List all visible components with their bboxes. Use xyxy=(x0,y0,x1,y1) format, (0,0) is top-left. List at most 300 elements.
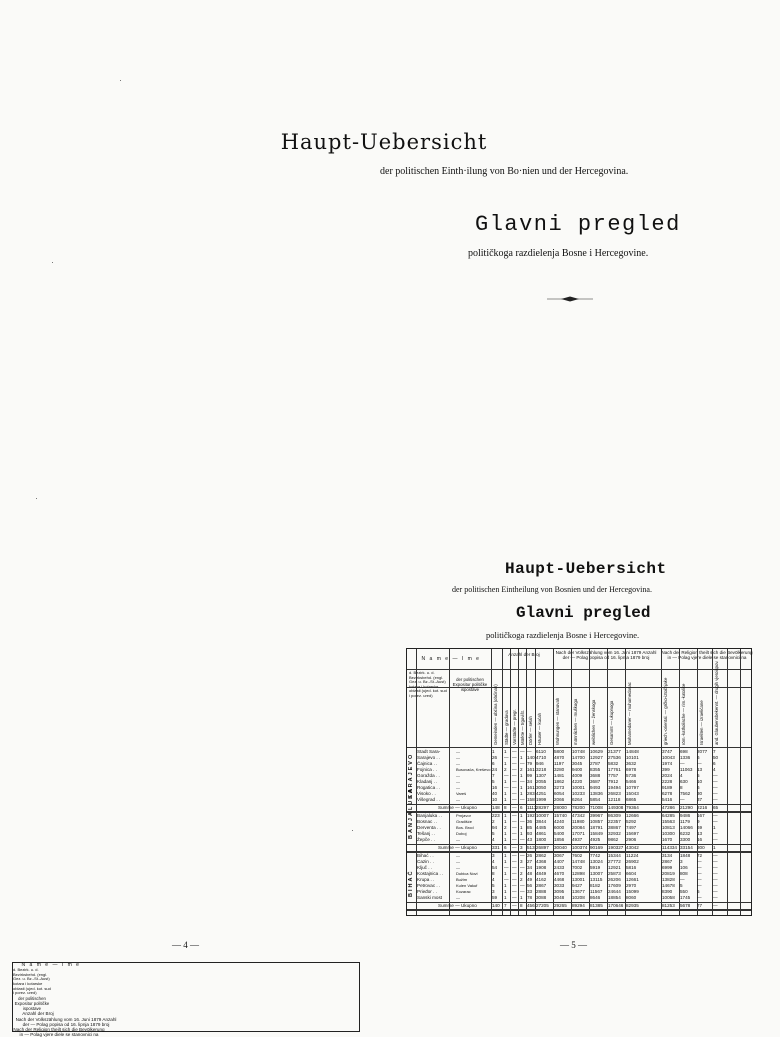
row-value: 12921 xyxy=(608,865,621,870)
row-value: 167 xyxy=(697,813,705,818)
row-value: 26823 xyxy=(608,791,621,796)
sum-value: 6 xyxy=(520,804,523,810)
row-value: 7742 xyxy=(590,853,601,858)
row-value: — xyxy=(520,761,525,766)
row-value: 5 xyxy=(492,883,495,888)
row-value: 550 xyxy=(680,889,688,894)
row-value: 1 xyxy=(520,813,523,818)
column-subheader: Häuser — kućah xyxy=(537,712,542,745)
row-expositur: — xyxy=(456,895,460,900)
row-value: 13024 xyxy=(590,859,603,864)
row-district: Bihać . . xyxy=(417,853,434,858)
table-row xyxy=(416,813,749,818)
row-value: — xyxy=(512,853,517,858)
table-row xyxy=(416,877,749,882)
row-value: 93 xyxy=(527,831,533,836)
row-value: 6999 xyxy=(662,865,673,870)
row-value: 946 xyxy=(536,761,544,766)
row-value: 26 xyxy=(492,755,498,760)
row-value: 5 xyxy=(680,883,683,888)
row-value: — xyxy=(713,837,718,842)
row-value: 698 xyxy=(680,749,688,754)
row-value: 5800 xyxy=(554,749,565,754)
sum-value: 2216 xyxy=(697,804,708,810)
row-value: 26 xyxy=(527,853,533,858)
row-value: — xyxy=(520,865,525,870)
row-value: — xyxy=(713,797,718,802)
row-value: 9486 xyxy=(680,813,691,818)
row-expositur: — xyxy=(456,785,460,790)
row-district: Cazin . . xyxy=(417,859,434,864)
row-value: 12898 xyxy=(572,871,585,876)
sum-value: 43042 xyxy=(626,844,639,850)
region-label: BIHAĆ xyxy=(408,869,414,897)
row-value: — xyxy=(697,877,702,882)
row-value: — xyxy=(713,853,718,858)
row-value: 24644 xyxy=(608,889,621,894)
row-value: 11063 xyxy=(680,767,693,772)
sum-row xyxy=(416,805,749,810)
row-value: 48 xyxy=(527,871,533,876)
row-value: 32932 xyxy=(608,831,621,836)
table-row xyxy=(416,889,749,894)
row-expositur: Doboj xyxy=(456,831,467,836)
row-value: 59 xyxy=(492,895,498,900)
row-value: 4925 xyxy=(590,837,601,842)
row-value: 24 xyxy=(492,767,498,772)
row-value: 7757 xyxy=(608,773,619,778)
row-value: 10208 xyxy=(572,895,585,900)
column-subheader: Wohnungen — stanovah xyxy=(555,697,560,745)
row-value: 14700 xyxy=(572,755,585,760)
row-value: 1 xyxy=(520,785,523,790)
sum-value: 7 xyxy=(504,902,507,908)
row-value: 13007 xyxy=(590,871,603,876)
row-value: 10748 xyxy=(572,749,585,754)
row-value: 56 xyxy=(527,883,533,888)
table-row xyxy=(416,871,749,876)
row-value: 3050 xyxy=(536,785,547,790)
row-value: 10 xyxy=(697,779,703,784)
row-district: Žepče . . xyxy=(417,837,435,842)
sum-value: 8 xyxy=(504,804,507,810)
row-value: 16 xyxy=(697,837,703,842)
row-value: 13828 xyxy=(662,877,675,882)
row-value: 4 xyxy=(680,773,683,778)
row-value: 5400 xyxy=(554,831,565,836)
row-value: 1800 xyxy=(536,837,547,842)
row-value: 4870 xyxy=(554,755,565,760)
row-value: 86309 xyxy=(608,813,621,818)
row-district: Stadt Sara- xyxy=(417,749,441,754)
sum-value: 30040 xyxy=(554,844,567,850)
row-value: 4485 xyxy=(536,825,547,830)
row-value: 1 xyxy=(520,773,523,778)
lower-subtitle-de: der politischen Eintheilung von Bosnien und der Hercegovina. xyxy=(452,585,652,594)
row-value: 161 xyxy=(527,785,535,790)
row-value: 1908 xyxy=(536,865,547,870)
row-value: 10101 xyxy=(626,755,639,760)
table-row xyxy=(416,883,749,888)
upper-subtitle-bs: političkoga razdielenja Bosne i Hercegovine. xyxy=(468,248,649,259)
row-value: 40 xyxy=(492,791,498,796)
row-value: 6 xyxy=(697,755,700,760)
row-value: 2 xyxy=(520,767,523,772)
row-value: — xyxy=(512,865,517,870)
sum-value: 89294 xyxy=(572,902,585,908)
sum-value: 456 xyxy=(527,902,535,908)
row-value: 6 xyxy=(697,785,700,790)
row-value: 14848 xyxy=(626,749,639,754)
table-row xyxy=(416,837,749,842)
row-value: 6110 xyxy=(536,749,546,754)
sum-value: 29265 xyxy=(554,902,567,908)
table-row xyxy=(416,761,749,766)
row-value: 4162 xyxy=(536,877,547,882)
row-district: Tešanj . . xyxy=(417,831,436,836)
sum-value: 26897 xyxy=(536,844,549,850)
column-subheader: Mohamedaner — muhamedanac xyxy=(627,682,632,745)
row-value: 18854 xyxy=(608,895,621,900)
row-value: 140 xyxy=(527,755,535,760)
row-value: 3134 xyxy=(662,853,673,858)
row-value: 2 xyxy=(492,819,495,824)
row-value: 7 xyxy=(492,773,495,778)
row-value: — xyxy=(527,749,532,754)
sum-value: — xyxy=(713,902,718,908)
table-row xyxy=(416,779,749,784)
row-district: Derventa . . xyxy=(417,825,441,830)
row-value: 20819 xyxy=(662,871,675,876)
sum-value: 21290 xyxy=(680,804,693,810)
row-value: 27772 xyxy=(608,859,621,864)
row-value: 11980 xyxy=(572,819,585,824)
row-expositur: Busovača, Kreševo xyxy=(456,767,491,772)
row-value: 10813 xyxy=(662,825,675,830)
row-value: 1862 xyxy=(554,779,565,784)
sum-value: 148 xyxy=(492,804,500,810)
row-district: Rogatica . . xyxy=(417,785,441,790)
row-value: — xyxy=(512,761,517,766)
row-value: 2433 xyxy=(554,865,565,870)
row-value: 3687 xyxy=(590,779,601,784)
row-value: 5 xyxy=(697,889,700,894)
expositur-header-left: der politischen Expositur političke ispostave xyxy=(14,995,50,1012)
row-value: 6264 xyxy=(572,797,583,802)
row-expositur: — xyxy=(456,797,460,802)
row-value: — xyxy=(512,837,517,842)
table-row xyxy=(416,865,749,870)
table-row xyxy=(416,773,749,778)
upper-title: Haupt-Uebersicht xyxy=(280,130,488,154)
row-value: 13 xyxy=(697,831,703,836)
sum-value: 300 xyxy=(697,844,705,850)
sum-value: 8 xyxy=(520,902,523,908)
region-label: SARAJEVO xyxy=(408,752,414,799)
row-district: Goražda . . xyxy=(417,773,440,778)
row-district: Krupa . . xyxy=(417,877,435,882)
row-value: 15043 xyxy=(626,791,639,796)
row-value: 1670 xyxy=(662,837,673,842)
row-value: 12666 xyxy=(626,813,639,818)
row-value: 26206 xyxy=(608,877,621,882)
row-value: 4220 xyxy=(572,779,583,784)
table-row xyxy=(416,791,749,796)
page-number-right: — 5 — xyxy=(560,940,587,950)
row-value: — xyxy=(512,831,517,836)
row-value: — xyxy=(713,871,718,876)
row-value: 6865 xyxy=(626,797,637,802)
district-header-left: d. Bezirk. u. d. Bezirksbehd. (engl. Gez. u. Bz.-St.-Aust) kotara i kotarske oblasti (ujed. kot. sud i porez. ured) xyxy=(13,967,51,996)
table-name-header: N a m e — I m e xyxy=(421,656,481,662)
row-value: — xyxy=(512,767,517,772)
row-value: 64285 xyxy=(662,813,675,818)
row-expositur: — xyxy=(456,773,460,778)
row-value: 33 xyxy=(527,889,533,894)
row-value: 158 xyxy=(527,797,535,802)
row-value: 5466 xyxy=(626,779,637,784)
row-value: 5832 xyxy=(608,761,619,766)
row-value: 4368 xyxy=(536,859,547,864)
header-rule xyxy=(407,669,751,670)
row-value: 1 xyxy=(504,761,507,766)
row-value: 50 xyxy=(713,755,719,760)
sum-label: Summe — Ukupno xyxy=(438,844,477,850)
row-value: 72 xyxy=(697,853,703,858)
row-value: — xyxy=(713,877,718,882)
row-value: 1 xyxy=(504,853,507,858)
row-value: 1745 xyxy=(680,895,691,900)
row-value: — xyxy=(713,773,718,778)
row-expositur: Dubica Novi xyxy=(456,871,478,876)
row-value: 3218 xyxy=(536,767,547,772)
sum-value: 79364 xyxy=(626,804,639,810)
row-value: 8355 xyxy=(590,767,601,772)
row-value: — xyxy=(512,813,517,818)
sum-value: — xyxy=(512,902,517,908)
row-value: 1 xyxy=(504,871,507,876)
row-value: 3045 xyxy=(572,761,583,766)
row-value: — xyxy=(680,797,685,802)
row-value: — xyxy=(512,883,517,888)
row-value: 1197 xyxy=(554,761,564,766)
row-value: 7497 xyxy=(626,825,637,830)
row-value: 11224 xyxy=(626,853,639,858)
sum-value: 71008 xyxy=(590,804,603,810)
row-value: 6978 xyxy=(626,767,637,772)
row-value: 106 xyxy=(680,865,688,870)
row-value: 4937 xyxy=(572,837,583,842)
row-value: — xyxy=(512,749,517,754)
row-district: Ključ . . xyxy=(417,865,433,870)
row-value: 36 xyxy=(527,819,533,824)
sum-value: 170646 xyxy=(608,902,624,908)
row-value: 1 xyxy=(520,895,523,900)
row-value: 10300 xyxy=(662,831,675,836)
row-value: 17609 xyxy=(608,883,621,888)
row-value: 5919 xyxy=(590,865,601,870)
row-value: 5416 xyxy=(662,797,673,802)
row-district: Sarajevo . . xyxy=(417,755,441,760)
row-value: 2055 xyxy=(536,779,547,784)
row-value: 1 xyxy=(504,831,507,836)
sum-value: 27205 xyxy=(536,902,549,908)
scan-speck xyxy=(352,830,353,831)
row-value: 1 xyxy=(504,797,507,802)
row-value: 10857 xyxy=(590,819,603,824)
row-value: — xyxy=(680,761,685,766)
row-value: 39967 xyxy=(590,813,603,818)
row-value: — xyxy=(512,859,517,864)
row-value: 399 xyxy=(662,767,670,772)
row-value: — xyxy=(512,889,517,894)
row-value: 2 xyxy=(520,877,523,882)
column-subheader: Vorstädte — pregr. xyxy=(512,709,517,745)
row-value: 37 xyxy=(697,797,703,802)
row-value: 94 xyxy=(492,825,498,830)
row-value: 4 xyxy=(492,837,495,842)
row-value: 2024 xyxy=(662,773,673,778)
column-subheader: Städte — gradova xyxy=(504,710,509,745)
row-value: — xyxy=(697,895,702,900)
row-value: — xyxy=(520,819,525,824)
row-expositur: — xyxy=(456,859,460,864)
row-value: 43 xyxy=(527,837,533,842)
sum-value: 77 xyxy=(697,902,703,908)
row-value: 1307 xyxy=(536,773,547,778)
row-value: — xyxy=(697,883,702,888)
row-value: 1 xyxy=(520,831,523,836)
row-expositur: Kulen Vakuf xyxy=(456,883,478,888)
sum-value: 28000 xyxy=(554,804,567,810)
row-value: 2077 xyxy=(697,749,708,754)
row-value: 3033 xyxy=(554,883,565,888)
row-district: Petrovac . . xyxy=(417,883,441,888)
table-row xyxy=(416,831,749,836)
row-value: 2228 xyxy=(662,779,673,784)
row-expositur: Bužim xyxy=(456,877,468,882)
row-value: 20084 xyxy=(572,825,585,830)
row-value: 14748 xyxy=(572,859,585,864)
row-value: 5854 xyxy=(590,797,601,802)
row-value: 9862 xyxy=(608,837,619,842)
district-header: d. Bezirk. u. d. Bezirksbehd. (engl. Gez. u. Bz.-St.-Aust) kotara i kotarske oblasti (ujed. kot. sud i porez. ured) xyxy=(409,670,447,698)
row-value: 8390 xyxy=(662,889,673,894)
sum-value: 65 xyxy=(713,804,719,810)
header-rule xyxy=(407,687,751,688)
row-value: 2867 xyxy=(536,883,547,888)
row-value: 47342 xyxy=(572,813,585,818)
table-row xyxy=(416,853,749,858)
column-subheader: Gesammt — ukupnoga xyxy=(609,700,614,745)
row-value: — xyxy=(504,785,509,790)
row-value: 4861 xyxy=(536,831,547,836)
row-value: 1 xyxy=(492,749,495,754)
scan-speck xyxy=(52,262,53,263)
row-value: 7602 xyxy=(572,853,583,858)
row-value: 1481 xyxy=(554,773,565,778)
column-subheader: männlichen — muškoga xyxy=(573,698,578,745)
row-value: 3273 xyxy=(554,785,565,790)
row-value: 13115 xyxy=(590,877,603,882)
row-value: 1856 xyxy=(554,837,565,842)
row-value: — xyxy=(713,779,718,784)
row-value: — xyxy=(520,853,525,858)
lower-title-bs: Glavni pregled xyxy=(516,604,651,622)
row-expositur: — xyxy=(456,761,460,766)
row-value: — xyxy=(713,895,718,900)
sum-value: 6 xyxy=(504,844,507,850)
row-value: 19494 xyxy=(608,785,621,790)
row-value: — xyxy=(680,877,685,882)
row-district: Čajnica . . xyxy=(417,761,438,766)
row-value: 15740 xyxy=(554,813,567,818)
column-subheader: röm.-katholische — rim.-katolike xyxy=(681,683,686,745)
row-value: 12661 xyxy=(626,877,639,882)
region-label: BANJALUKA xyxy=(408,786,414,839)
row-value: 3095 xyxy=(554,889,565,894)
row-value: 2 xyxy=(520,871,523,876)
row-value: — xyxy=(512,825,517,830)
row-value: 1 xyxy=(504,895,507,900)
sum-value: — xyxy=(512,844,517,850)
religion-header: Nach der Religion theilt sich die Bevölkerung in — Polag vjere diele se stanovnici na xyxy=(661,650,753,661)
row-value: 17761 xyxy=(608,767,621,772)
row-value: 3632 xyxy=(626,761,637,766)
row-value: 5 xyxy=(492,779,495,784)
row-value: 10629 xyxy=(590,749,603,754)
row-value: — xyxy=(512,785,517,790)
row-value: 4240 xyxy=(554,819,565,824)
row-value: — xyxy=(504,773,509,778)
sum-label: Summe — Ukupno xyxy=(438,804,477,810)
row-value: 1848 xyxy=(680,853,691,858)
sum-value: 78200 xyxy=(572,804,585,810)
row-value: 34 xyxy=(527,865,533,870)
sum-value: 47286 xyxy=(662,804,675,810)
row-value: 3067 xyxy=(554,853,565,858)
row-value: — xyxy=(520,779,525,784)
row-value: 30 xyxy=(697,791,703,796)
row-value: — xyxy=(697,871,702,876)
row-value: 8060 xyxy=(626,895,637,900)
row-value: 27536 xyxy=(608,755,621,760)
row-value: — xyxy=(512,819,517,824)
row-value: — xyxy=(512,871,517,876)
row-district: Višegrad . . xyxy=(417,797,441,802)
row-value: 4 xyxy=(492,877,495,882)
row-value: 10233 xyxy=(572,791,585,796)
row-value: 283 xyxy=(527,791,535,796)
row-value: — xyxy=(504,877,509,882)
expositur-header: der politischen Expositur političke ispostave xyxy=(452,677,488,693)
row-value: 1336 xyxy=(680,755,691,760)
row-value: 6000 xyxy=(554,825,565,830)
sum-value: 1 xyxy=(713,844,716,850)
row-value: 1 xyxy=(504,791,507,796)
row-value: 8 xyxy=(492,871,495,876)
table-row xyxy=(416,797,749,802)
row-value: 4009 xyxy=(572,773,583,778)
row-expositur: Vareš xyxy=(456,791,467,796)
row-value: 5816 xyxy=(626,865,637,870)
row-value: 15344 xyxy=(608,853,621,858)
row-value: — xyxy=(713,831,718,836)
row-value: 17071 xyxy=(572,831,585,836)
sum-value: 33154 xyxy=(680,844,693,850)
district-table xyxy=(406,648,752,916)
column-subheader: Israeliten — izraelićane xyxy=(699,700,704,745)
